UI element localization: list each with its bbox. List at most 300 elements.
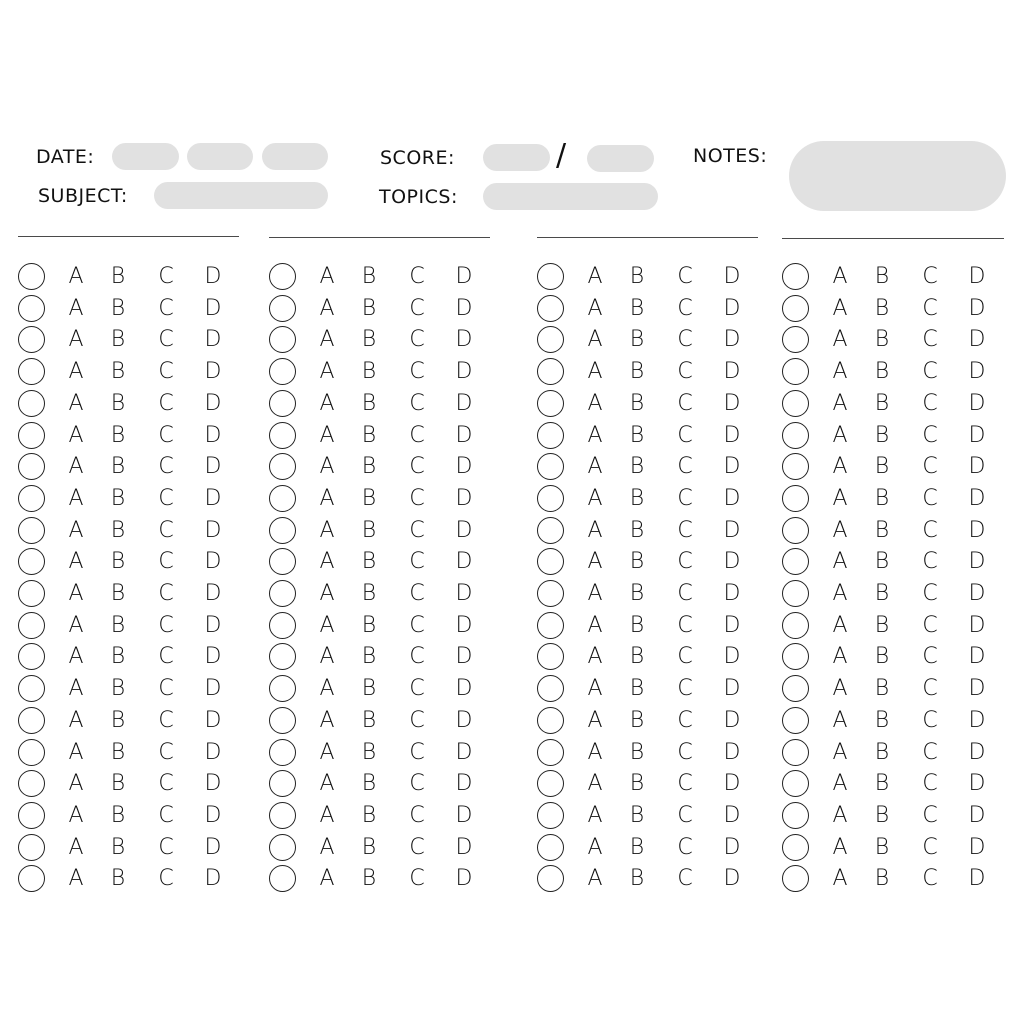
answer-bubble[interactable]: [269, 517, 296, 544]
option-d[interactable]: D: [723, 454, 741, 480]
option-a[interactable]: A: [68, 422, 84, 448]
option-b[interactable]: B: [629, 739, 645, 765]
option-c[interactable]: C: [409, 454, 425, 480]
answer-bubble[interactable]: [782, 612, 809, 639]
option-a[interactable]: A: [832, 359, 848, 385]
option-a[interactable]: A: [319, 771, 335, 797]
option-d[interactable]: D: [968, 739, 986, 765]
option-c[interactable]: C: [677, 454, 693, 480]
option-a[interactable]: A: [319, 454, 335, 480]
answer-bubble[interactable]: [18, 739, 45, 766]
answer-bubble[interactable]: [537, 707, 564, 734]
option-b[interactable]: B: [629, 422, 645, 448]
option-a[interactable]: A: [68, 866, 84, 892]
option-a[interactable]: A: [587, 390, 603, 416]
answer-bubble[interactable]: [269, 770, 296, 797]
option-a[interactable]: A: [832, 485, 848, 511]
option-a[interactable]: A: [319, 834, 335, 860]
option-d[interactable]: D: [968, 327, 986, 353]
option-b[interactable]: B: [110, 676, 126, 702]
option-b[interactable]: B: [110, 359, 126, 385]
option-b[interactable]: B: [874, 485, 890, 511]
option-a[interactable]: A: [587, 517, 603, 543]
option-a[interactable]: A: [319, 581, 335, 606]
option-d[interactable]: D: [455, 707, 473, 733]
answer-bubble[interactable]: [782, 422, 809, 449]
answer-bubble[interactable]: [782, 580, 809, 607]
option-b[interactable]: B: [629, 454, 645, 480]
option-c[interactable]: C: [922, 771, 938, 797]
option-b[interactable]: B: [629, 802, 645, 828]
option-b[interactable]: B: [874, 612, 890, 638]
option-c[interactable]: C: [677, 327, 693, 353]
option-a[interactable]: A: [832, 771, 848, 797]
option-b[interactable]: B: [110, 581, 126, 606]
option-a[interactable]: A: [587, 676, 603, 702]
option-a[interactable]: A: [319, 327, 335, 353]
option-c[interactable]: C: [158, 866, 174, 892]
option-d[interactable]: D: [455, 866, 473, 892]
option-a[interactable]: A: [832, 739, 848, 765]
option-a[interactable]: A: [68, 454, 84, 480]
option-c[interactable]: C: [409, 264, 425, 289]
option-d[interactable]: D: [455, 612, 473, 638]
answer-bubble[interactable]: [782, 643, 809, 670]
option-b[interactable]: B: [874, 771, 890, 797]
answer-bubble[interactable]: [18, 263, 45, 290]
option-a[interactable]: A: [832, 644, 848, 670]
option-c[interactable]: C: [922, 264, 938, 289]
option-b[interactable]: B: [874, 581, 890, 606]
option-d[interactable]: D: [723, 834, 741, 860]
option-d[interactable]: D: [204, 454, 222, 480]
option-c[interactable]: C: [922, 485, 938, 511]
option-b[interactable]: B: [110, 454, 126, 480]
option-b[interactable]: B: [110, 644, 126, 670]
option-d[interactable]: D: [723, 707, 741, 733]
option-b[interactable]: B: [361, 676, 377, 702]
option-c[interactable]: C: [158, 802, 174, 828]
option-c[interactable]: C: [922, 390, 938, 416]
option-c[interactable]: C: [158, 454, 174, 480]
answer-bubble[interactable]: [537, 453, 564, 480]
option-b[interactable]: B: [629, 295, 645, 321]
option-b[interactable]: B: [629, 612, 645, 638]
answer-bubble[interactable]: [269, 707, 296, 734]
option-c[interactable]: C: [677, 264, 693, 289]
answer-bubble[interactable]: [18, 358, 45, 385]
answer-bubble[interactable]: [782, 802, 809, 829]
answer-bubble[interactable]: [269, 295, 296, 322]
option-a[interactable]: A: [587, 707, 603, 733]
option-b[interactable]: B: [874, 866, 890, 892]
option-b[interactable]: B: [110, 485, 126, 511]
option-b[interactable]: B: [361, 581, 377, 606]
option-d[interactable]: D: [455, 454, 473, 480]
option-a[interactable]: A: [832, 454, 848, 480]
option-a[interactable]: A: [68, 707, 84, 733]
option-c[interactable]: C: [677, 644, 693, 670]
option-d[interactable]: D: [455, 295, 473, 321]
option-a[interactable]: A: [587, 644, 603, 670]
option-a[interactable]: A: [832, 517, 848, 543]
option-a[interactable]: A: [319, 422, 335, 448]
option-d[interactable]: D: [723, 771, 741, 797]
option-d[interactable]: D: [455, 517, 473, 543]
option-b[interactable]: B: [110, 390, 126, 416]
answer-bubble[interactable]: [18, 707, 45, 734]
option-a[interactable]: A: [68, 264, 84, 289]
option-d[interactable]: D: [204, 739, 222, 765]
option-d[interactable]: D: [968, 644, 986, 670]
option-d[interactable]: D: [968, 771, 986, 797]
answer-bubble[interactable]: [782, 295, 809, 322]
option-c[interactable]: C: [677, 517, 693, 543]
option-d[interactable]: D: [455, 327, 473, 353]
option-c[interactable]: C: [409, 739, 425, 765]
option-d[interactable]: D: [204, 612, 222, 638]
option-c[interactable]: C: [409, 581, 425, 606]
option-b[interactable]: B: [361, 834, 377, 860]
option-d[interactable]: D: [968, 390, 986, 416]
answer-bubble[interactable]: [782, 263, 809, 290]
option-b[interactable]: B: [361, 295, 377, 321]
option-c[interactable]: C: [922, 422, 938, 448]
option-d[interactable]: D: [204, 676, 222, 702]
option-d[interactable]: D: [204, 707, 222, 733]
option-c[interactable]: C: [677, 359, 693, 385]
option-a[interactable]: A: [587, 327, 603, 353]
option-a[interactable]: A: [319, 707, 335, 733]
option-a[interactable]: A: [68, 834, 84, 860]
option-c[interactable]: C: [409, 771, 425, 797]
answer-bubble[interactable]: [537, 295, 564, 322]
option-a[interactable]: A: [832, 581, 848, 606]
answer-bubble[interactable]: [269, 739, 296, 766]
option-a[interactable]: A: [319, 739, 335, 765]
option-a[interactable]: A: [319, 359, 335, 385]
answer-bubble[interactable]: [269, 643, 296, 670]
date-field-2[interactable]: [187, 143, 253, 170]
option-b[interactable]: B: [629, 771, 645, 797]
option-a[interactable]: A: [587, 295, 603, 321]
answer-bubble[interactable]: [269, 548, 296, 575]
option-d[interactable]: D: [204, 517, 222, 543]
option-b[interactable]: B: [361, 422, 377, 448]
option-a[interactable]: A: [68, 644, 84, 670]
option-d[interactable]: D: [204, 422, 222, 448]
option-d[interactable]: D: [723, 549, 741, 575]
option-c[interactable]: C: [158, 739, 174, 765]
option-d[interactable]: D: [204, 390, 222, 416]
option-d[interactable]: D: [723, 866, 741, 892]
option-b[interactable]: B: [629, 517, 645, 543]
option-c[interactable]: C: [158, 834, 174, 860]
option-b[interactable]: B: [629, 359, 645, 385]
option-b[interactable]: B: [874, 517, 890, 543]
option-d[interactable]: D: [204, 802, 222, 828]
answer-bubble[interactable]: [537, 485, 564, 512]
option-d[interactable]: D: [455, 390, 473, 416]
answer-bubble[interactable]: [18, 580, 45, 607]
option-b[interactable]: B: [361, 771, 377, 797]
option-b[interactable]: B: [361, 454, 377, 480]
answer-bubble[interactable]: [269, 865, 296, 892]
option-b[interactable]: B: [874, 454, 890, 480]
option-b[interactable]: B: [110, 327, 126, 353]
option-b[interactable]: B: [361, 390, 377, 416]
option-d[interactable]: D: [455, 422, 473, 448]
option-d[interactable]: D: [723, 517, 741, 543]
option-c[interactable]: C: [922, 454, 938, 480]
option-a[interactable]: A: [68, 295, 84, 321]
option-b[interactable]: B: [629, 549, 645, 575]
option-d[interactable]: D: [204, 295, 222, 321]
topics-field[interactable]: [483, 183, 658, 210]
option-a[interactable]: A: [832, 707, 848, 733]
option-b[interactable]: B: [361, 264, 377, 289]
option-c[interactable]: C: [677, 834, 693, 860]
answer-bubble[interactable]: [18, 326, 45, 353]
option-c[interactable]: C: [922, 802, 938, 828]
option-a[interactable]: A: [832, 612, 848, 638]
option-b[interactable]: B: [110, 517, 126, 543]
option-d[interactable]: D: [723, 327, 741, 353]
option-d[interactable]: D: [723, 612, 741, 638]
option-a[interactable]: A: [68, 485, 84, 511]
option-d[interactable]: D: [968, 549, 986, 575]
option-c[interactable]: C: [409, 612, 425, 638]
option-c[interactable]: C: [922, 517, 938, 543]
option-a[interactable]: A: [319, 295, 335, 321]
option-b[interactable]: B: [110, 707, 126, 733]
option-b[interactable]: B: [874, 327, 890, 353]
option-b[interactable]: B: [361, 866, 377, 892]
option-c[interactable]: C: [677, 866, 693, 892]
option-c[interactable]: C: [158, 359, 174, 385]
answer-bubble[interactable]: [18, 422, 45, 449]
option-d[interactable]: D: [455, 549, 473, 575]
option-d[interactable]: D: [204, 866, 222, 892]
option-c[interactable]: C: [677, 549, 693, 575]
answer-bubble[interactable]: [269, 263, 296, 290]
option-b[interactable]: B: [110, 422, 126, 448]
option-c[interactable]: C: [158, 517, 174, 543]
option-c[interactable]: C: [922, 739, 938, 765]
option-c[interactable]: C: [158, 771, 174, 797]
option-c[interactable]: C: [677, 802, 693, 828]
answer-bubble[interactable]: [782, 675, 809, 702]
option-d[interactable]: D: [968, 422, 986, 448]
option-a[interactable]: A: [319, 644, 335, 670]
option-c[interactable]: C: [409, 644, 425, 670]
answer-bubble[interactable]: [782, 358, 809, 385]
option-d[interactable]: D: [455, 644, 473, 670]
option-c[interactable]: C: [409, 390, 425, 416]
option-a[interactable]: A: [68, 612, 84, 638]
option-c[interactable]: C: [922, 707, 938, 733]
option-d[interactable]: D: [723, 422, 741, 448]
option-a[interactable]: A: [319, 485, 335, 511]
answer-bubble[interactable]: [537, 390, 564, 417]
option-a[interactable]: A: [832, 549, 848, 575]
answer-bubble[interactable]: [269, 453, 296, 480]
option-d[interactable]: D: [968, 834, 986, 860]
option-b[interactable]: B: [361, 549, 377, 575]
option-c[interactable]: C: [158, 549, 174, 575]
option-b[interactable]: B: [874, 264, 890, 289]
answer-bubble[interactable]: [537, 517, 564, 544]
option-b[interactable]: B: [874, 644, 890, 670]
subject-field[interactable]: [154, 182, 328, 209]
option-b[interactable]: B: [361, 612, 377, 638]
option-a[interactable]: A: [587, 454, 603, 480]
option-a[interactable]: A: [68, 739, 84, 765]
answer-bubble[interactable]: [782, 485, 809, 512]
option-d[interactable]: D: [455, 771, 473, 797]
answer-bubble[interactable]: [782, 453, 809, 480]
option-d[interactable]: D: [204, 485, 222, 511]
answer-bubble[interactable]: [269, 485, 296, 512]
option-c[interactable]: C: [922, 295, 938, 321]
answer-bubble[interactable]: [18, 802, 45, 829]
option-c[interactable]: C: [922, 581, 938, 606]
option-c[interactable]: C: [409, 327, 425, 353]
option-a[interactable]: A: [832, 676, 848, 702]
option-d[interactable]: D: [968, 454, 986, 480]
option-a[interactable]: A: [832, 390, 848, 416]
answer-bubble[interactable]: [537, 612, 564, 639]
option-a[interactable]: A: [832, 295, 848, 321]
option-c[interactable]: C: [677, 390, 693, 416]
option-d[interactable]: D: [455, 802, 473, 828]
option-b[interactable]: B: [110, 612, 126, 638]
option-c[interactable]: C: [922, 866, 938, 892]
option-a[interactable]: A: [319, 802, 335, 828]
option-d[interactable]: D: [723, 295, 741, 321]
option-d[interactable]: D: [455, 264, 473, 289]
option-d[interactable]: D: [968, 359, 986, 385]
option-c[interactable]: C: [158, 422, 174, 448]
option-c[interactable]: C: [409, 707, 425, 733]
option-b[interactable]: B: [874, 802, 890, 828]
answer-bubble[interactable]: [269, 675, 296, 702]
option-c[interactable]: C: [158, 327, 174, 353]
option-b[interactable]: B: [874, 739, 890, 765]
answer-bubble[interactable]: [782, 770, 809, 797]
answer-bubble[interactable]: [782, 548, 809, 575]
option-a[interactable]: A: [587, 422, 603, 448]
option-d[interactable]: D: [968, 264, 986, 289]
answer-bubble[interactable]: [537, 802, 564, 829]
option-b[interactable]: B: [361, 327, 377, 353]
option-d[interactable]: D: [723, 264, 741, 289]
answer-bubble[interactable]: [537, 548, 564, 575]
option-d[interactable]: D: [968, 517, 986, 543]
option-b[interactable]: B: [874, 390, 890, 416]
option-d[interactable]: D: [455, 581, 473, 606]
answer-bubble[interactable]: [18, 643, 45, 670]
answer-bubble[interactable]: [269, 834, 296, 861]
option-b[interactable]: B: [874, 295, 890, 321]
option-a[interactable]: A: [587, 802, 603, 828]
answer-bubble[interactable]: [782, 326, 809, 353]
option-a[interactable]: A: [832, 866, 848, 892]
option-a[interactable]: A: [832, 327, 848, 353]
answer-bubble[interactable]: [537, 770, 564, 797]
answer-bubble[interactable]: [18, 485, 45, 512]
answer-bubble[interactable]: [537, 834, 564, 861]
option-b[interactable]: B: [361, 739, 377, 765]
option-c[interactable]: C: [158, 707, 174, 733]
option-a[interactable]: A: [587, 359, 603, 385]
option-c[interactable]: C: [158, 390, 174, 416]
option-a[interactable]: A: [68, 517, 84, 543]
answer-bubble[interactable]: [782, 834, 809, 861]
answer-bubble[interactable]: [782, 739, 809, 766]
option-b[interactable]: B: [110, 802, 126, 828]
option-d[interactable]: D: [455, 676, 473, 702]
option-c[interactable]: C: [922, 359, 938, 385]
option-b[interactable]: B: [629, 390, 645, 416]
option-b[interactable]: B: [874, 676, 890, 702]
option-c[interactable]: C: [677, 581, 693, 606]
option-c[interactable]: C: [158, 612, 174, 638]
answer-bubble[interactable]: [18, 390, 45, 417]
option-a[interactable]: A: [68, 390, 84, 416]
option-b[interactable]: B: [629, 485, 645, 511]
option-d[interactable]: D: [455, 359, 473, 385]
option-c[interactable]: C: [158, 581, 174, 606]
date-field-1[interactable]: [112, 143, 179, 170]
option-d[interactable]: D: [723, 644, 741, 670]
option-a[interactable]: A: [68, 581, 84, 606]
option-d[interactable]: D: [204, 327, 222, 353]
option-d[interactable]: D: [968, 707, 986, 733]
option-c[interactable]: C: [677, 739, 693, 765]
option-c[interactable]: C: [409, 676, 425, 702]
option-b[interactable]: B: [874, 359, 890, 385]
option-b[interactable]: B: [110, 549, 126, 575]
option-b[interactable]: B: [629, 264, 645, 289]
option-a[interactable]: A: [68, 359, 84, 385]
option-c[interactable]: C: [677, 295, 693, 321]
option-a[interactable]: A: [832, 802, 848, 828]
option-b[interactable]: B: [629, 834, 645, 860]
option-a[interactable]: A: [68, 771, 84, 797]
option-c[interactable]: C: [158, 264, 174, 289]
answer-bubble[interactable]: [782, 865, 809, 892]
option-a[interactable]: A: [319, 612, 335, 638]
answer-bubble[interactable]: [537, 580, 564, 607]
option-a[interactable]: A: [68, 676, 84, 702]
answer-bubble[interactable]: [782, 707, 809, 734]
answer-bubble[interactable]: [269, 612, 296, 639]
option-c[interactable]: C: [409, 834, 425, 860]
option-b[interactable]: B: [361, 517, 377, 543]
option-b[interactable]: B: [110, 866, 126, 892]
option-c[interactable]: C: [409, 866, 425, 892]
option-b[interactable]: B: [110, 264, 126, 289]
answer-bubble[interactable]: [269, 580, 296, 607]
option-c[interactable]: C: [158, 485, 174, 511]
option-b[interactable]: B: [629, 327, 645, 353]
option-d[interactable]: D: [968, 295, 986, 321]
option-d[interactable]: D: [968, 612, 986, 638]
option-d[interactable]: D: [723, 676, 741, 702]
option-b[interactable]: B: [874, 549, 890, 575]
option-c[interactable]: C: [922, 644, 938, 670]
